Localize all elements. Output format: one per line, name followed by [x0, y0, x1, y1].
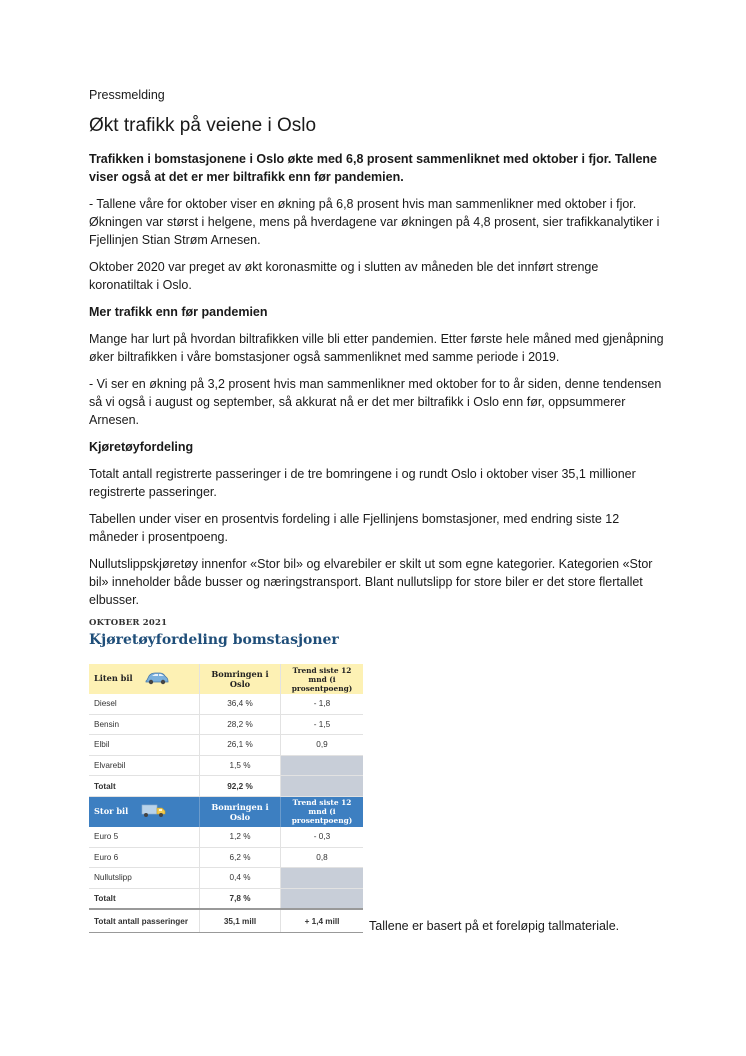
- lead-paragraph: Trafikken i bomstasjonene i Oslo økte med 6,8 prosent sammenliknet med oktober i fjor. Tallene viser også at det er mer biltrafikk enn før pandemien.: [89, 152, 657, 184]
- vehicle-distribution-infographic: [89, 618, 665, 933]
- infographic-kicker: OKTOBER 2021: [89, 618, 168, 628]
- car-icon: [145, 671, 169, 687]
- large-car-header-row: [89, 796, 363, 827]
- table-row: Nullutslipp 0,4 %: [89, 868, 363, 889]
- paragraph-3: Mange har lurt på hvordan biltrafikken ville bli etter pandemien. Etter første hele måned med gjenåpning øker biltrafikken i våre bomstasjoner også sammenliknet med samme periode i 2019.: [89, 332, 664, 364]
- empty-trend-cell: [281, 755, 364, 776]
- subheading-distribution: Kjøretøyfordeling: [89, 440, 194, 454]
- small-car-label: Liten bil: [94, 673, 133, 683]
- table-row: Bensin 28,2 % - 1,5: [89, 714, 363, 735]
- infographic-title: Kjøretøyfordeling bomstasjoner: [89, 632, 339, 648]
- small-car-header-row: [89, 664, 363, 694]
- table-row: Elbil 26,1 % 0,9: [89, 735, 363, 756]
- table-row: Euro 6 6,2 % 0,8: [89, 847, 363, 868]
- paragraph-4: - Vi ser en økning på 3,2 prosent hvis man sammenlikner med oktober for to år siden, denne tendensen så vi også i august og september, så akkurat nå er det mer biltrafikk i Oslo enn før, oppsummerer Arnesen.: [89, 377, 662, 427]
- footnote: Tallene er basert på et foreløpig tallmateriale.: [369, 919, 620, 934]
- small-total-row: Totalt 92,2 %: [89, 776, 363, 797]
- small-col-oslo-header: Bomringen i Oslo: [200, 664, 281, 694]
- empty-trend-cell: [281, 868, 364, 889]
- paragraph-2: Oktober 2020 var preget av økt koronasmitte og i slutten av måneden ble det innført strenge koronatiltak i Oslo.: [89, 260, 599, 292]
- paragraph-6: Tabellen under viser en prosentvis fordeling i alle Fjellinjens bomstasjoner, med endring siste 12 måneder i prosentpoeng.: [89, 512, 620, 544]
- press-release: [89, 88, 665, 933]
- kicker: Pressmelding: [89, 88, 165, 102]
- empty-trend-cell: [281, 776, 364, 797]
- large-col-trend-header: Trend siste 12 mnd (i prosentpoeng): [281, 796, 364, 827]
- table-row: Diesel 36,4 % - 1,8: [89, 694, 363, 714]
- large-total-row: Totalt 7,8 %: [89, 888, 363, 909]
- truck-icon: [141, 804, 167, 820]
- distribution-table: [89, 664, 363, 933]
- table-row: Elvarebil 1,5 %: [89, 755, 363, 776]
- grand-total-row: Totalt antall passeringer 35,1 mill + 1,4 mill: [89, 909, 363, 933]
- small-col-trend-header: Trend siste 12 mnd (i prosentpoeng): [281, 664, 364, 694]
- subheading-pandemic: Mer trafikk enn før pandemien: [89, 305, 268, 319]
- paragraph-5: Totalt antall registrerte passeringer i de tre bomringene i og rundt Oslo i oktober viser 35,1 millioner registrerte passeringer.: [89, 467, 636, 499]
- paragraph-1: - Tallene våre for oktober viser en økning på 6,8 prosent hvis man sammenlikner med oktober i fjor. Økningen var størst i helgene, mens på hverdagene var økningen på 4,8 prosent, sier trafikkanalytiker i Fjellinjen Stian Strøm Arnesen.: [89, 197, 660, 247]
- empty-trend-cell: [281, 888, 364, 909]
- paragraph-7: Nullutslippskjøretøy innenfor «Stor bil» og elvarebiler er skilt ut som egne kategorier. Kategorien «Stor bil» inneholder både busser og næringstransport. Blant nullutslipp for store biler er det store flertallet elbusser.: [89, 557, 653, 607]
- large-car-label: Stor bil: [94, 805, 129, 816]
- table-row: Euro 5 1,2 % - 0,3: [89, 827, 363, 847]
- large-col-oslo-header: Bomringen i Oslo: [200, 796, 281, 827]
- page-title: Økt trafikk på veiene i Oslo: [89, 115, 317, 136]
